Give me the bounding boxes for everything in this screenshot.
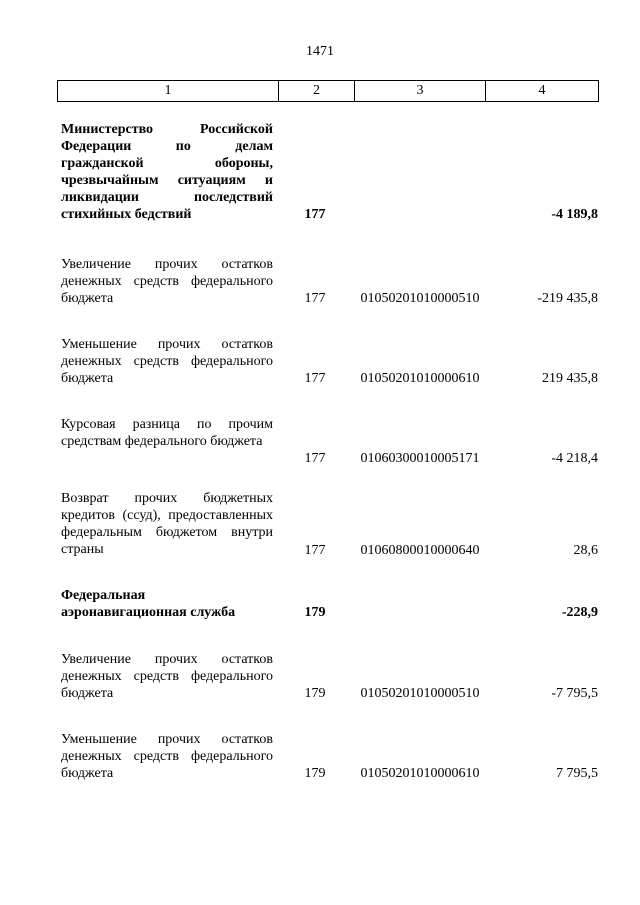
row-name: Увеличение прочих остатков денежных средств федерального бюджета <box>61 257 273 306</box>
row-code: 179 <box>304 686 326 701</box>
row-name: Министерство Российской Федерации по делам гражданской обороны, чрезвычайным ситуациям и ликвидации последствий стихийных бедствий <box>61 122 273 222</box>
row-name: Курсовая разница по прочим средствам федерального бюджета <box>61 417 273 449</box>
row-amount: -219 435,8 <box>537 291 598 306</box>
row-code: 177 <box>304 543 326 558</box>
row-amount: 219 435,8 <box>542 371 598 386</box>
row-kbk: 01050201010000610 <box>360 371 480 386</box>
row-amount: -4 189,8 <box>551 207 598 222</box>
column-header-2: 2 <box>279 81 355 102</box>
row-code: 177 <box>304 291 326 306</box>
row-name: Увеличение прочих остатков денежных средств федерального бюджета <box>61 652 273 701</box>
row-name: Федеральная аэронавигационная служба <box>61 588 236 620</box>
row-code: 179 <box>304 605 326 620</box>
row-name: Возврат прочих бюджетных кредитов (ссуд), предоставленных федеральным бюджетом внутри страны <box>61 491 273 557</box>
row-kbk: 01050201010000610 <box>360 766 480 781</box>
row-code: 179 <box>304 766 326 781</box>
row-name: Уменьшение прочих остатков денежных средств федерального бюджета <box>61 732 273 781</box>
row-kbk: 01060300010005171 <box>360 451 480 466</box>
row-kbk: 01060800010000640 <box>360 543 480 558</box>
row-kbk: 01050201010000510 <box>360 291 480 306</box>
row-code: 177 <box>304 451 326 466</box>
column-header-table <box>57 80 599 102</box>
row-code: 177 <box>304 207 326 222</box>
column-header-row <box>58 81 599 102</box>
row-amount: 7 795,5 <box>556 766 598 781</box>
row-amount: -4 218,4 <box>551 451 598 466</box>
row-kbk: 01050201010000510 <box>360 686 480 701</box>
row-code: 177 <box>304 371 326 386</box>
column-header-4: 4 <box>486 81 599 102</box>
page-number: 1471 <box>306 44 334 59</box>
row-amount: -7 795,5 <box>551 686 598 701</box>
row-amount: 28,6 <box>573 543 598 558</box>
row-amount: -228,9 <box>561 605 598 620</box>
column-header-3: 3 <box>355 81 486 102</box>
row-name: Уменьшение прочих остатков денежных средств федерального бюджета <box>61 337 273 386</box>
column-header-1: 1 <box>58 81 279 102</box>
